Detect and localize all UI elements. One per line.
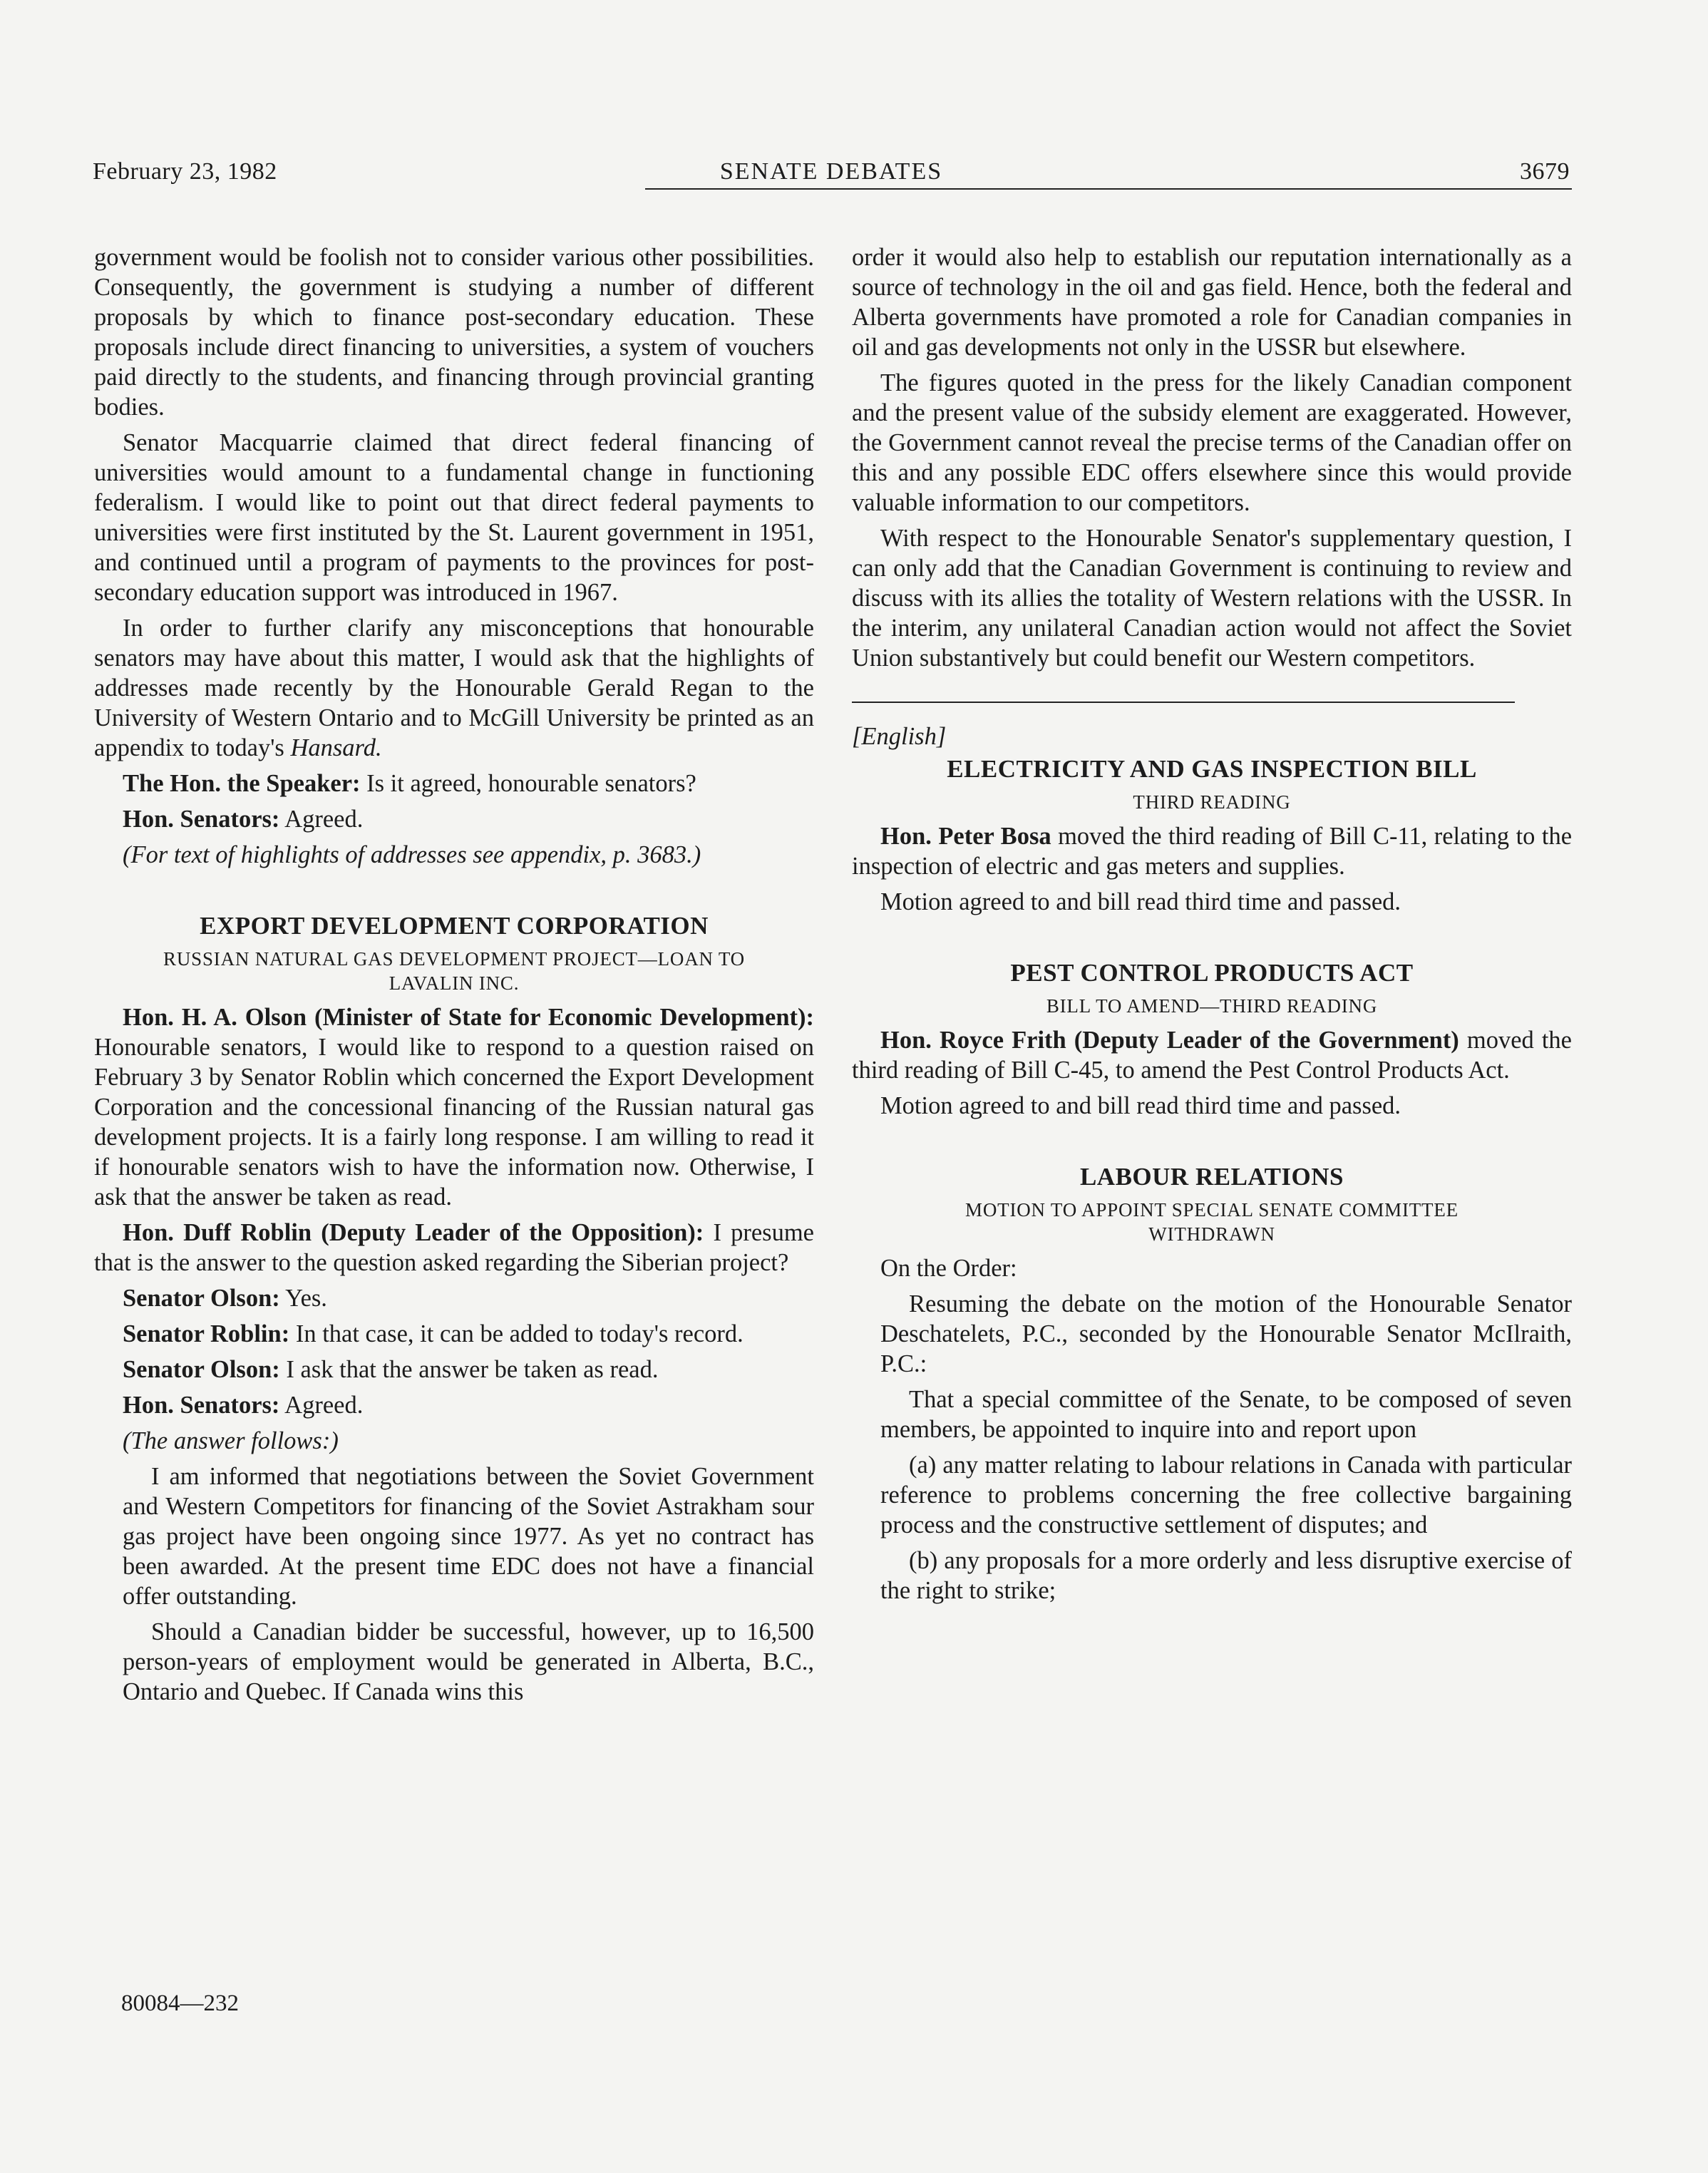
- speech-text: Yes.: [279, 1285, 327, 1312]
- speech: [94, 1002, 814, 1212]
- section-divider: [852, 702, 1515, 703]
- section-subtitle-export: [94, 947, 814, 995]
- paragraph: government would be foolish not to consider various other possibilities. Consequently, the government is studying a number of different proposals by which to finance post-secondary education. These proposals include direct financing to universities, a system of vouchers paid directly to the students, and financing through provincial granting bodies.: [94, 244, 814, 421]
- speech: [94, 1390, 814, 1420]
- paragraph: Senator Macquarrie claimed that direct federal financing of universities would amount to a fundamental change in functioning federalism. I would like to point out that direct federal payments to universities were first instituted by the St. Laurent government in 1951, and continued until a program of payments to the provinces for post-secondary education support was introduced in 1967.: [94, 429, 814, 606]
- motion-item: (b) any proposals for a more orderly and less disruptive exercise of the right to strike;: [880, 1547, 1572, 1604]
- speech-text: Agreed.: [279, 806, 364, 833]
- subtitle-line: LAVALIN INC.: [389, 972, 520, 994]
- speech: [852, 821, 1572, 881]
- speech: [94, 1319, 814, 1349]
- language-marker: [English]: [852, 723, 947, 750]
- paragraph: [94, 613, 814, 763]
- order-label: On the Order:: [880, 1255, 1017, 1282]
- section-subtitle-labour: [852, 1198, 1572, 1246]
- speech-text: I ask that the answer be taken as read.: [279, 1356, 659, 1383]
- answer-paragraph: Should a Canadian bidder be successful, however, up to 16,500 person-years of employment would be generated in Alberta, B.C., Ontario and Quebec. If Canada wins this: [123, 1618, 814, 1705]
- speaker-name: Hon. Senators:: [123, 1392, 280, 1419]
- speech: [94, 1218, 814, 1278]
- subtitle-line: RUSSIAN NATURAL GAS DEVELOPMENT PROJECT—LOAN TO: [163, 948, 745, 970]
- header-title: SENATE DEBATES: [719, 158, 943, 185]
- speaker-name: The Hon. the Speaker:: [123, 770, 361, 797]
- speech: [94, 1355, 814, 1385]
- speaker-name: Senator Olson:: [123, 1285, 280, 1312]
- motion-text: Resuming the debate on the motion of the Honourable Senator Deschatelets, P.C., seconded by the Honourable Senator McIlraith, P.C.:: [880, 1290, 1572, 1377]
- speaker-name: Senator Roblin:: [123, 1320, 290, 1347]
- speech: [94, 804, 814, 834]
- subtitle-line: WITHDRAWN: [1148, 1223, 1275, 1245]
- section-title-export: EXPORT DEVELOPMENT CORPORATION: [200, 912, 709, 940]
- running-head: [93, 158, 1570, 192]
- footer-code: 80084—232: [121, 1990, 239, 2016]
- speaker-name: Hon. Peter Bosa: [880, 823, 1051, 850]
- speaker-name: Hon. Duff Roblin (Deputy Leader of the Opposition):: [123, 1219, 704, 1246]
- speech-text: In that case, it can be added to today's record.: [289, 1320, 744, 1347]
- speech: [94, 1283, 814, 1313]
- section-title-labour: LABOUR RELATIONS: [1079, 1163, 1344, 1191]
- motion-item: (a) any matter relating to labour relations in Canada with particular reference to problems concerning the free collective bargaining process and the constructive settlement of disputes; and: [880, 1452, 1572, 1538]
- answer-paragraph: I am informed that negotiations between the Soviet Government and Western Competitors for financing of the Soviet Astrakham sour gas project have been ongoing since 1977. As yet no contract has been awarded. At the present time EDC does not have a financial offer outstanding.: [123, 1463, 814, 1610]
- right-column: [852, 242, 1572, 1611]
- header-date: February 23, 1982: [93, 158, 277, 185]
- answer-follows: [94, 1426, 814, 1456]
- section-title-electricity: ELECTRICITY AND GAS INSPECTION BILL: [947, 755, 1477, 783]
- speech-text: moved the third reading of Bill C-45, to amend the Pest Control Products Act.: [852, 1027, 1572, 1084]
- section-title-pest: PEST CONTROL PRODUCTS ACT: [1010, 959, 1414, 987]
- appendix-note-text: (For text of highlights of addresses see appendix, p. 3683.): [123, 841, 701, 868]
- header-rule: [645, 188, 1572, 190]
- speech-text: moved the third reading of Bill C-11, relating to the inspection of electric and gas meters and supplies.: [852, 823, 1573, 880]
- speaker-name: Hon. H. A. Olson (Minister of State for Economic Development):: [123, 1004, 814, 1031]
- motion-result: Motion agreed to and bill read third time and passed.: [880, 888, 1401, 915]
- left-column: [94, 242, 814, 1712]
- paragraph: With respect to the Honourable Senator's supplementary question, I can only add that the Canadian Government is continuing to review and discuss with its allies the totality of Western relations with the USSR. In the interim, any unilateral Canadian action would not affect the Soviet Union substantively but could benefit our Western competitors.: [852, 525, 1572, 672]
- appendix-note: [94, 840, 814, 870]
- speech: [852, 1025, 1572, 1085]
- section-subtitle-electricity: THIRD READING: [1133, 791, 1291, 813]
- speech-text: Is it agreed, honourable senators?: [360, 770, 696, 797]
- speech-text: I presume that is the answer to the question asked regarding the Siberian project?: [94, 1219, 814, 1276]
- speaker-name: Hon. Senators:: [123, 806, 280, 833]
- hansard-italic: Hansard.: [290, 734, 382, 761]
- speech-text: Agreed.: [279, 1392, 364, 1419]
- speech: [94, 769, 814, 798]
- motion-result: Motion agreed to and bill read third time and passed.: [880, 1092, 1401, 1119]
- answer-follows-text: (The answer follows:): [123, 1427, 339, 1454]
- header-page-number: 3679: [1520, 158, 1570, 185]
- speech-text: Honourable senators, I would like to respond to a question raised on February 3 by Senator Roblin which concerned the Export Development Corporation and the concessional financing of the Russian natural gas development projects. It is a fairly long response. I am willing to read it if honourable senators wish to have the information now. Otherwise, I ask that the answer be taken as read.: [94, 1034, 814, 1211]
- paragraph: order it would also help to establish our reputation internationally as a source of technology in the oil and gas field. Hence, both the federal and Alberta governments have promoted a role for Canadian companies in oil and gas developments not only in the USSR but elsewhere.: [852, 244, 1572, 361]
- paragraph: The figures quoted in the press for the likely Canadian component and the present value of the subsidy element are exaggerated. However, the Government cannot reveal the precise terms of the Canadian offer on this and any possible EDC offers elsewhere since this would provide valuable information to our competitors.: [852, 369, 1572, 516]
- speaker-name: Senator Olson:: [123, 1356, 280, 1383]
- speaker-name: Hon. Royce Frith (Deputy Leader of the Government): [880, 1027, 1459, 1054]
- paragraph-text: In order to further clarify any misconceptions that honourable senators may have about this matter, I would ask that the highlights of addresses made recently by the Honourable Gerald Regan to the University of Western Ontario and to McGill University be printed as an appendix to today's: [94, 615, 814, 761]
- section-subtitle-pest: BILL TO AMEND—THIRD READING: [1046, 995, 1378, 1017]
- subtitle-line: MOTION TO APPOINT SPECIAL SENATE COMMITTEE: [965, 1199, 1459, 1221]
- motion-text: That a special committee of the Senate, to be composed of seven members, be appointed to inquire into and report upon: [880, 1386, 1572, 1443]
